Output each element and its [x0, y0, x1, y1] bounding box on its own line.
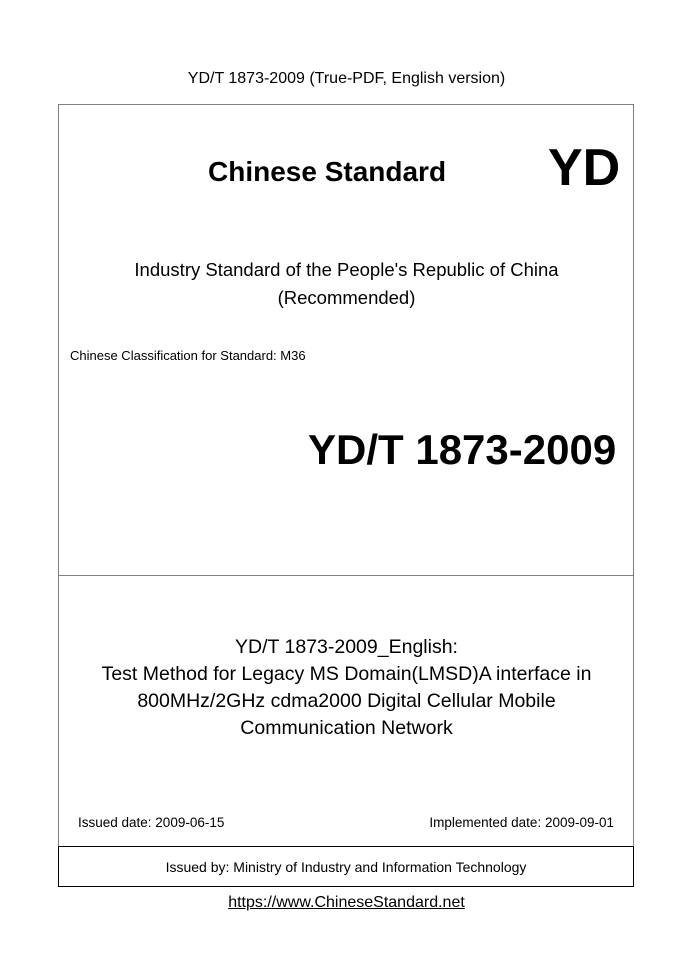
section-divider: [59, 575, 633, 576]
description-line-2: Test Method for Legacy MS Domain(LMSD)A interface in: [101, 663, 592, 685]
industry-standard-line: Industry Standard of the People's Republic of China: [134, 259, 559, 280]
issuer-text: Issued by: Ministry of Industry and Information Technology: [165, 858, 527, 875]
document-header-title: YD/T 1873-2009 (True-PDF, English version): [187, 70, 506, 87]
description-line-1: YD/T 1873-2009_English:: [235, 636, 458, 658]
cover-frame: [58, 104, 634, 886]
issuer-box: [58, 846, 634, 887]
description-line-3: 800MHz/2GHz cdma2000 Digital Cellular Mobile: [137, 690, 556, 712]
recommended-label: (Recommended): [277, 287, 416, 308]
implemented-date: Implemented date: 2009-09-01: [429, 815, 614, 830]
standard-number: YD/T 1873-2009: [308, 426, 617, 473]
website-link[interactable]: https://www.ChineseStandard.net: [228, 894, 465, 911]
standard-code-logo: YD: [548, 139, 621, 197]
classification-text: Chinese Classification for Standard: M36: [70, 348, 306, 363]
description-line-4: Communication Network: [240, 717, 453, 739]
issued-date: Issued date: 2009-06-15: [78, 815, 225, 830]
chinese-standard-heading: Chinese Standard: [208, 156, 447, 187]
